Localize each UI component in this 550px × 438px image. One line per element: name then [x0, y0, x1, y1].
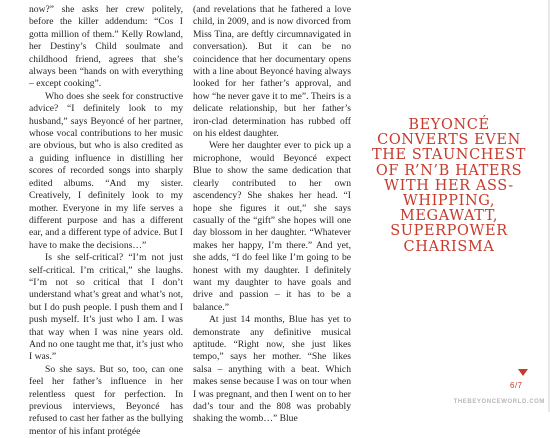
watermark: THEBEYONCEWORLD.COM — [453, 399, 545, 405]
left-paragraph-2: Who does she seek for constructive advice? “I definitely look to my husband,” says Beyoncé of her partner, whose vocal contributions to her music are obvious, but who is also credited as a guiding influence in distilling her scores of recorded songs into sharply edited albums. “And my sister. Creatively, I definitely look to my mother. Everyone in my life serves a different purpose and has a different ear, and a different type of advice. But I have to make the decisions…” — [29, 90, 183, 251]
pull-quote: BEYONCÉ CONVERTS EVEN THE STAUNCHEST OF R’N’B HATERS WITH HER ASS-WHIPPING, MEGAWATT, SUPERPOWER CHARISMA — [371, 117, 527, 255]
middle-text-column — [193, 4, 351, 426]
left-text-column — [29, 4, 183, 438]
left-paragraph-4: So she says. But so, too, can one feel her father’s influence in her relentless quest for perfection. In previous interviews, Beyoncé has refused to cast her father as the bullying mentor of his infant protégée — [29, 363, 183, 437]
down-triangle-icon — [518, 369, 528, 376]
middle-paragraph-2: Were her daughter ever to pick up a microphone, would Beyoncé expect Blue to show the same dedication that clearly contributed to her own ascendency? She shakes her head. “I hope she figures it out,” she says casually of the “gift” she hopes will one day blossom in her daughter. “Whatever makes her happy, I’m there.” And yet, she adds, “I do feel like I’m going to be honest with my daughter. I definitely want my daughter to have goals and drive and passion – it has to be a balance.” — [193, 140, 351, 313]
middle-paragraph-3: At just 14 months, Blue has yet to demonstrate any definitive musical aptitude. “Right now, she just likes tempo,” says her mother. “She likes salsa – anything with a beat. Which makes sense because I was on tour when I was pregnant, and then I went on to her dad’s tour and the 808 was probably shaking the womb…” Blue — [193, 314, 351, 425]
left-paragraph-1: now?” she asks her crew politely, before the killer addendum: “Cos I gotta million of them.” Kelly Rowland, her Destiny’s Child soulmate and childhood friend, agrees that she’s always been “hands on with everything – except cooking”. — [29, 4, 183, 90]
page-number: 6/7 — [510, 381, 523, 390]
middle-paragraph-1: (and revelations that he fathered a love child, in 2009, and is now divorced from Miss Tina, are deftly circumnavigated in conversation). But it can be no coincidence that her documentary opens with a line about Beyoncé having always looked for her father’s approval, and how “he never gave it to me”. Theirs is a delicate relationship, but her father’s iron-clad determination has rubbed off on his eldest daughter. — [193, 4, 351, 140]
left-paragraph-3: Is she self-critical? “I’m not just self-critical. I’m critical,” she laughs. “I’m not so critical that I don’t understand what’s great and what’s not, but I do push people. I push them and I push myself. It’s just who I am. I was that way when I was nine years old. And no one taught me that, it’s just who I was.” — [29, 252, 183, 363]
